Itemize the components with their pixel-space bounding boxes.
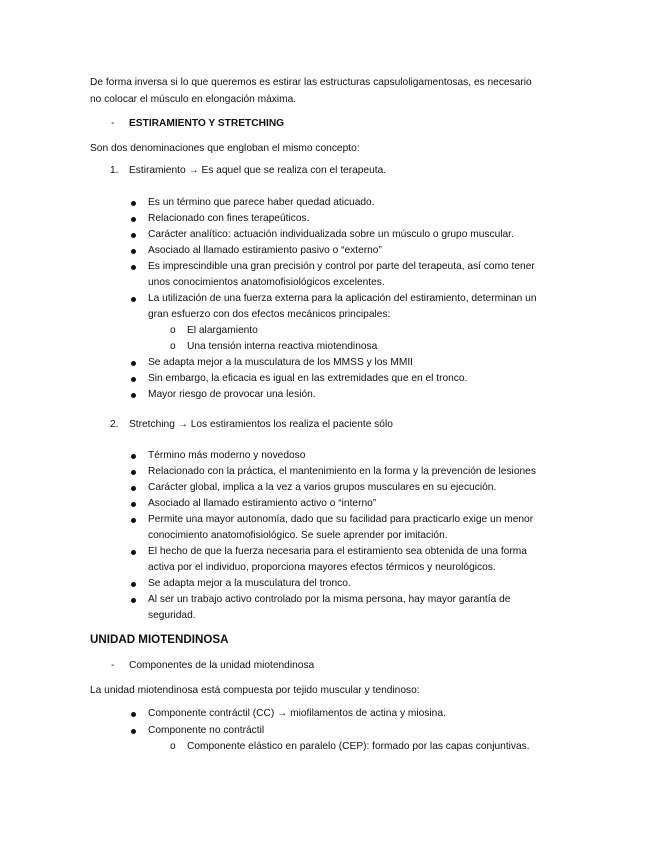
intro-line: no colocar el músculo en elongación máxima. — [90, 94, 297, 105]
bullet-icon — [131, 393, 136, 398]
section-heading: ESTIRAMIENTO Y STRETCHING — [129, 118, 285, 129]
bullet-text: Asociado al llamado estiramiento activo o “interno” — [148, 498, 377, 509]
bullet-text: Mayor riesgo de provocar una lesión. — [148, 389, 316, 400]
bullet-icon — [131, 201, 136, 206]
bullet-text-continued: activa por el individuo, proporciona mayores efectos térmicos y neurológicos. — [148, 562, 496, 573]
list-item-title: Stretching → Los estiramientos los realiza el paciente sólo — [129, 419, 393, 430]
bullet-icon — [131, 361, 136, 366]
list-item-title: Estiramiento → Es aquel que se realiza con el terapeuta. — [129, 165, 387, 176]
bullet-icon — [131, 486, 136, 491]
bullet-text: Componente contráctil (CC) → miofilamentos de actina y miosina. — [148, 708, 446, 719]
bullet-icon — [131, 297, 136, 302]
bullet-text: Se adapta mejor a la musculatura de los MMSS y los MMII — [148, 357, 413, 368]
bullet-icon — [131, 550, 136, 555]
bullet-text: El hecho de que la fuerza necesaria para el estiramiento sea obtenida de una forma — [148, 546, 527, 557]
bullet-text: Componente no contráctil — [148, 725, 265, 736]
bullet-text: Se adapta mejor a la musculatura del tronco. — [148, 578, 351, 589]
bullet-text-continued: seguridad. — [148, 610, 196, 621]
sub-bullet-marker: o — [170, 341, 176, 352]
bullet-icon — [131, 502, 136, 507]
dash-marker: - — [111, 660, 115, 671]
sub-bullet-text: Componente elástico en paralelo (CEP): formado por las capas conjuntivas. — [187, 741, 530, 752]
dash-marker: - — [111, 118, 115, 129]
bullet-text: Relacionado con fines terapeúticos. — [148, 213, 310, 224]
bullet-icon — [131, 582, 136, 587]
sub-bullet-text: Una tensión interna reactiva miotendinosa — [187, 341, 378, 352]
bullet-icon — [131, 729, 136, 734]
sub-bullet-text: El alargamiento — [187, 325, 258, 336]
bullet-text: Es imprescindible una gran precisión y control por parte del terapeuta, así como tener — [148, 261, 535, 272]
bullet-icon — [131, 712, 136, 717]
bullet-icon — [131, 217, 136, 222]
bullet-icon — [131, 265, 136, 270]
bullet-icon — [131, 470, 136, 475]
intro-line: De forma inversa si lo que queremos es estirar las estructuras capsuloligamentosas, es necesario — [90, 77, 532, 88]
bullet-text: Término más moderno y novedoso — [148, 450, 306, 461]
subsection-line: Componentes de la unidad miotendinosa — [129, 660, 315, 671]
paragraph: La unidad miotendinosa está compuesta por tejido muscular y tendinoso: — [90, 685, 420, 696]
section-heading: UNIDAD MIOTENDINOSA — [90, 633, 229, 646]
bullet-text: Carácter global, implica a la vez a varios grupos musculares en su ejecución. — [148, 482, 497, 493]
sub-bullet-marker: o — [170, 325, 176, 336]
bullet-icon — [131, 249, 136, 254]
bullet-icon — [131, 233, 136, 238]
list-number: 2. — [110, 419, 119, 430]
bullet-text: Permite una mayor autonomía, dado que su facilidad para practicarlo exige un menor — [148, 514, 534, 525]
bullet-text-continued: gran esfuerzo con dos efectos mecánicos principales: — [148, 309, 391, 320]
bullet-text: Sin embargo, la eficacia es igual en las extremidades que en el tronco. — [148, 373, 468, 384]
bullet-text-continued: conocimiento anatomofisiológico. Se suele aprender por imitación. — [148, 530, 448, 541]
bullet-text: Asociado al llamado estiramiento pasivo o “externo” — [148, 245, 382, 256]
bullet-text: Relacionado con la práctica, el mantenimiento en la forma y la prevención de lesiones — [148, 466, 536, 477]
bullet-text: Al ser un trabajo activo controlado por la misma persona, hay mayor garantía de — [148, 594, 511, 605]
paragraph: Son dos denominaciones que engloban el mismo concepto: — [90, 143, 360, 154]
sub-bullet-marker: o — [170, 741, 176, 752]
bullet-icon — [131, 518, 136, 523]
bullet-icon — [131, 598, 136, 603]
bullet-icon — [131, 454, 136, 459]
bullet-text: Es un término que parece haber quedad aticuado. — [148, 197, 375, 208]
bullet-text-continued: unos conocimientos anatomofisiológicos excelentes. — [148, 277, 385, 288]
bullet-text: Carácter analítico: actuación individualizada sobre un músculo o grupo muscular. — [148, 229, 514, 240]
list-number: 1. — [110, 165, 119, 176]
bullet-text: La utilización de una fuerza externa para la aplicación del estiramiento, determinan un — [148, 293, 537, 304]
bullet-icon — [131, 377, 136, 382]
